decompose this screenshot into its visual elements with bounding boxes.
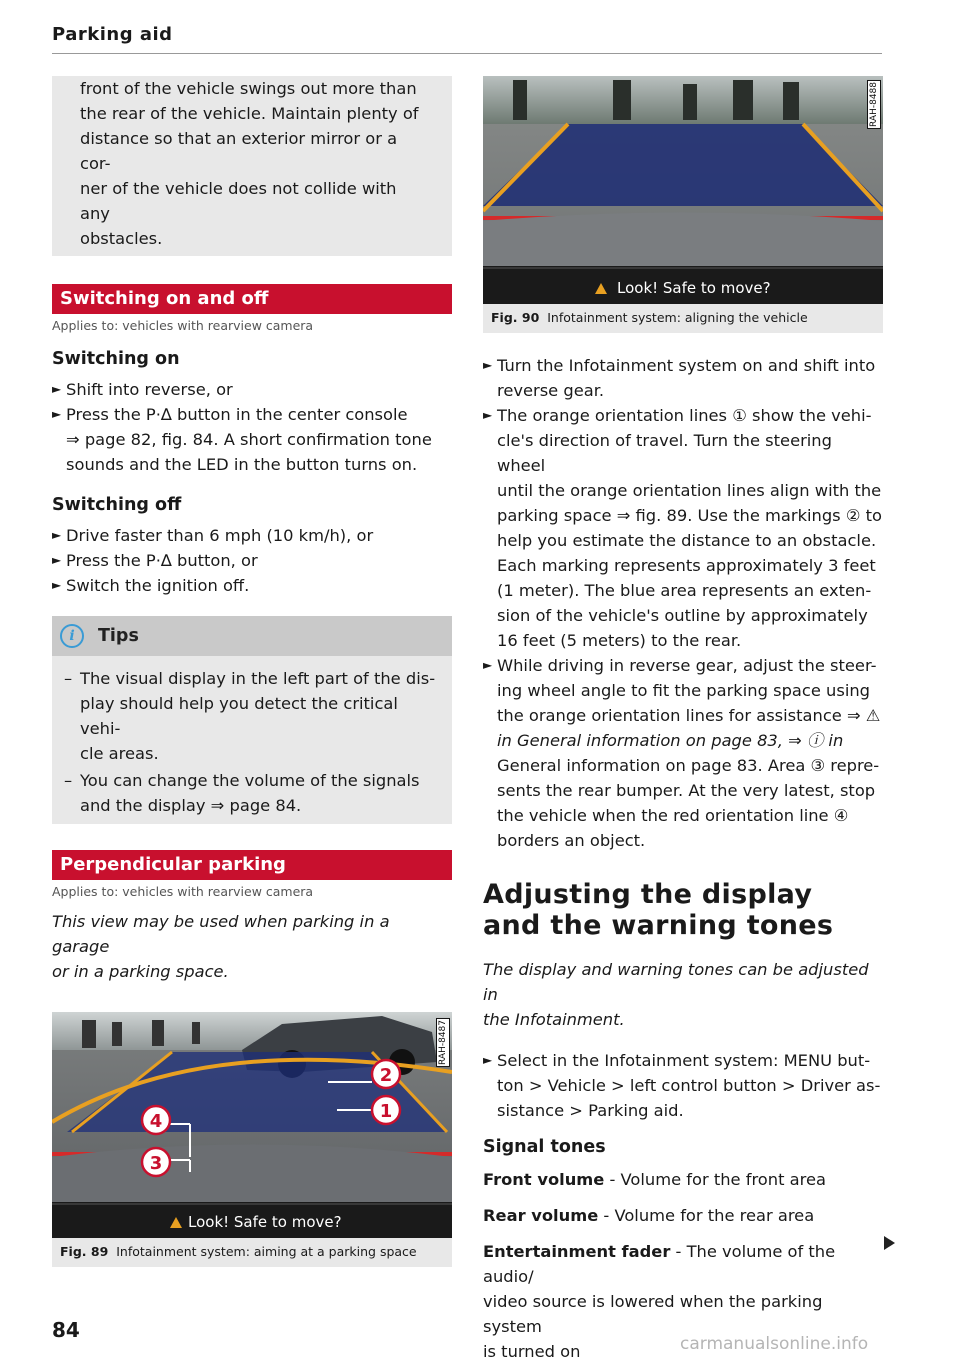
list-item: ► While driving in reverse gear, adjust the steer- ing wheel angle to fit the parking space using the orange orientation lines for assistance ⇒ ⚠ in General information on page 83, ⇒ ⓘ in General information on page 83. Area ③ repre- sents the rear bumper. At the very latest, stop the vehicle when the red orientation line ④ borders an object.	[483, 656, 881, 850]
adjust-intro: The display and warning tones can be adjusted in the Infotainment.	[483, 960, 869, 1029]
list-item: ► The orange orientation lines ① show the vehi- cle's direction of travel. Turn the steering wheel until the orange orientation lines align with the parking space ⇒ fig. 89. Use the markings ② to help you estimate the distance to an obstacle. Each marking represents approximately 3 feet (1 meter). The blue area represents an exten- sion of the vehicle's outline by approximately 16 feet (5 meters) to the rear.	[483, 406, 882, 650]
figure-caption: Fig. 90 Infotainment system: aligning the vehicle	[491, 310, 808, 325]
figure-code: RAH-8488	[869, 82, 879, 127]
intro-line: ner of the vehicle does not collide with any	[80, 179, 397, 223]
camera-image	[52, 1012, 452, 1238]
figure-caption: Fig. 89 Infotainment system: aiming at a parking space	[60, 1244, 417, 1259]
section-title-adjusting: Adjusting the display and the warning tones	[483, 879, 834, 941]
figure-90	[483, 76, 883, 333]
label-2-marker	[372, 1060, 400, 1088]
setting-entertainment-fader: Entertainment fader - The volume of the audio/ video source is lowered when the parking system is turned on	[483, 1242, 836, 1361]
list-item: ► Press the P·∆ button in the center console ⇒ page 82, fig. 84. A short confirmation tone sounds and the LED in the button turns on.	[52, 405, 432, 474]
page-number: 84	[52, 1318, 80, 1342]
tips-header	[52, 616, 452, 656]
next-page-arrow-icon	[884, 1236, 895, 1250]
marker-label: 2	[379, 1065, 393, 1086]
section-intro: or in a parking space.	[52, 962, 229, 981]
setting-rear-volume: Rear volume - Volume for the rear area	[483, 1206, 815, 1225]
rearview-camera-svg	[483, 76, 883, 304]
tips-box	[52, 616, 452, 824]
camera-image	[483, 76, 883, 304]
camera-warning-text: Look! Safe to move?	[188, 1213, 342, 1231]
tip-item: – The visual display in the left part of the dis- play should help you detect the critical vehi- cle areas.	[64, 669, 436, 763]
page-header	[52, 24, 882, 54]
list-item: ► Select in the Infotainment system: MENU but- ton > Vehicle > left control button > Driver as- sistance > Parking aid.	[483, 1051, 881, 1120]
list-item: ► Turn the Infotainment system on and shift into reverse gear.	[483, 356, 876, 400]
label-1-marker	[372, 1096, 400, 1124]
list-item: ► Shift into reverse, or	[52, 380, 233, 399]
tips-title: Tips	[98, 626, 139, 646]
intro-line: obstacles.	[80, 229, 163, 248]
figure-89	[52, 1012, 452, 1267]
list-item: ► Press the P·∆ button, or	[52, 551, 258, 570]
watermark: carmanualsonline.info	[680, 1334, 869, 1354]
list-item: ► Drive faster than 6 mph (10 km/h), or	[52, 526, 374, 545]
subhead-switching-off: Switching off	[52, 495, 182, 515]
camera-warning-text: Look! Safe to move?	[617, 279, 771, 297]
applies-note: Applies to: vehicles with rearview camera	[52, 318, 314, 333]
left-column	[52, 76, 452, 1267]
intro-line: front of the vehicle swings out more than	[80, 79, 417, 98]
intro-line: the rear of the vehicle. Maintain plenty of	[80, 104, 419, 123]
intro-line: distance so that an exterior mirror or a cor-	[80, 129, 398, 173]
marker-label: 1	[379, 1101, 393, 1122]
list-item: ► Switch the ignition off.	[52, 576, 250, 595]
marker-label: 4	[149, 1111, 163, 1132]
label-4-marker	[142, 1106, 170, 1134]
tips-body	[52, 656, 452, 824]
header-title: Parking aid	[52, 24, 173, 45]
info-icon: i	[60, 624, 84, 648]
section-title-perpendicular: Perpendicular parking	[52, 850, 452, 880]
rearview-camera-svg	[52, 1012, 452, 1238]
subhead-signal-tones: Signal tones	[483, 1137, 606, 1157]
applies-note: Applies to: vehicles with rearview camera	[52, 884, 314, 899]
setting-front-volume: Front volume - Volume for the front area	[483, 1170, 826, 1189]
subhead-switching-on: Switching on	[52, 349, 180, 369]
tip-item: – You can change the volume of the signals and the display ⇒ page 84.	[64, 771, 420, 815]
section-title-switching: Switching on and off	[52, 284, 452, 314]
steps-list	[483, 353, 883, 853]
warning-continuation-box	[52, 76, 452, 256]
figure-code: RAH-8487	[438, 1020, 448, 1065]
label-3-marker	[142, 1148, 170, 1176]
section-intro: This view may be used when parking in a garage	[52, 912, 390, 956]
marker-label: 3	[149, 1153, 163, 1174]
right-column	[483, 76, 883, 1363]
